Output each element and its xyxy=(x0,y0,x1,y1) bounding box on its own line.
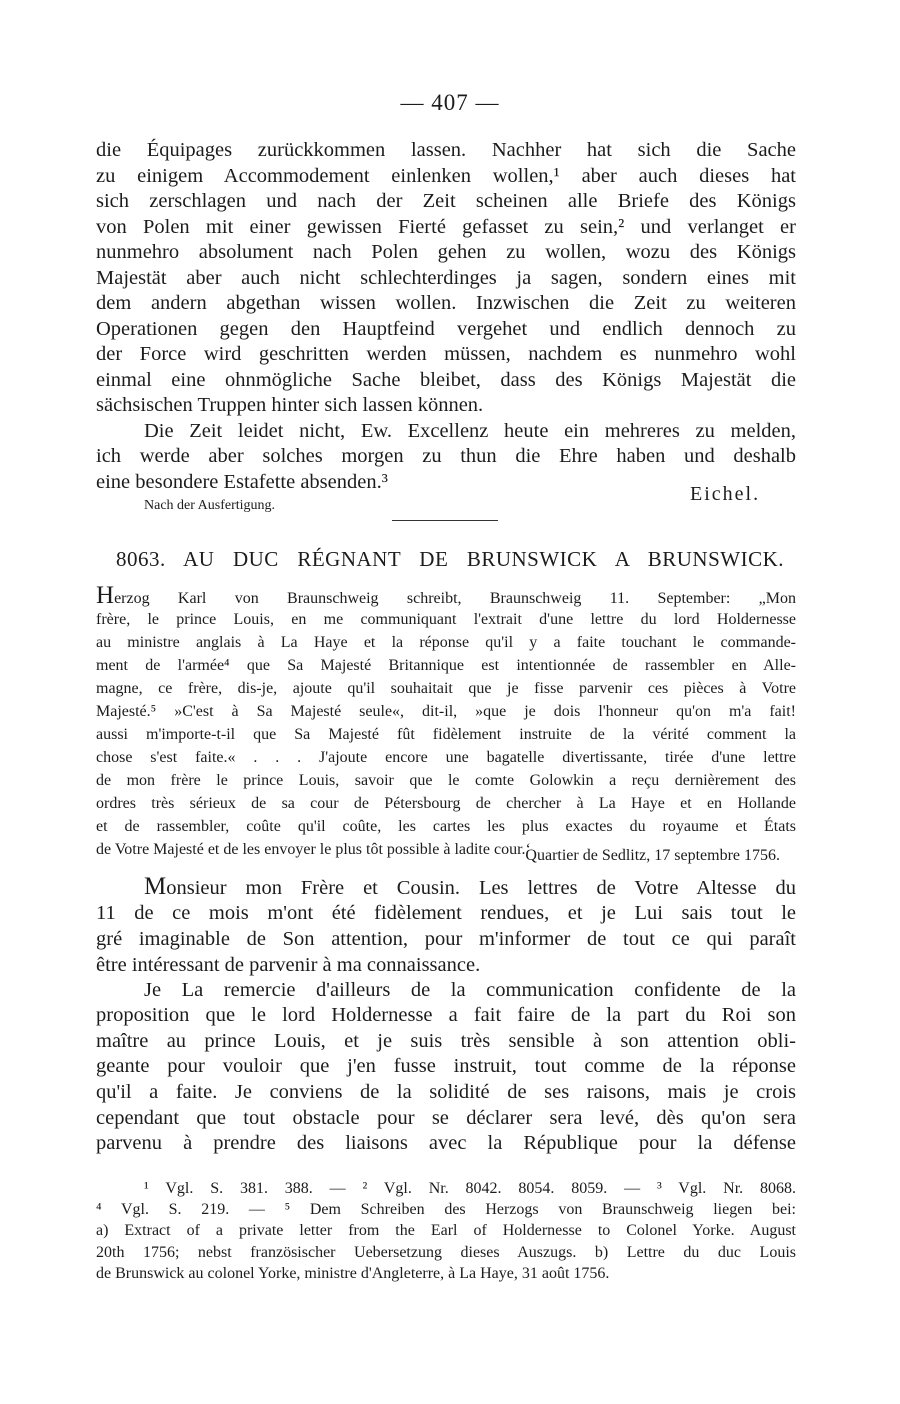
summary-line xyxy=(96,582,796,610)
summary-line: au ministre anglais à La Haye et la réponse qu'il y a faite touchant le commande- xyxy=(96,634,796,651)
section-heading: 8063. AU DUC RÉGNANT DE BRUNSWICK A BRUNSWICK. xyxy=(116,547,784,571)
body-line: gré imaginable de Son attention, pour m'informer de tout ce qui paraît xyxy=(96,928,796,950)
summary-line: de mon frère le prince Louis, savoir que le comte Golowkin a reçu dernièrement des xyxy=(96,772,796,789)
summary-line: de Votre Majesté et de les envoyer le plus tôt possible à ladite cour.‘ xyxy=(96,841,531,858)
source-note: Nach der Ausfertigung. xyxy=(144,498,276,513)
letter-line: die Équipages zurückkommen lassen. Nachher hat sich die Sache xyxy=(96,139,796,161)
letter-line: ich werde aber solches morgen zu thun die Ehre haben und deshalb xyxy=(96,445,796,467)
summary-line: chose s'est faite.« . . . J'ajoute encore une bagatelle divertissante, tirée d'une lettre xyxy=(96,749,796,766)
letter-line: Operationen gegen den Hauptfeind vergehet und endlich dennoch zu xyxy=(96,318,796,340)
summary-line: aussi m'importe-t-il que Sa Majesté fût fidèlement instruite de la vérité comment la xyxy=(96,726,796,743)
letter-line: der Force wird geschritten werden müssen, nachdem es nunmehro wohl xyxy=(96,343,796,365)
summary-line: Majesté.⁵ »C'est à Sa Majesté seule«, dit-il, »que je dois l'honneur qu'on m'a fait! xyxy=(96,703,796,720)
page-number: — 407 — xyxy=(400,90,500,115)
letter-line: dem andern abgethan wissen wollen. Inzwischen die Zeit zu weiteren xyxy=(96,292,796,314)
body-line: proposition que le lord Holdernesse a fait faire de la part du Roi son xyxy=(96,1004,796,1026)
body-line: 11 de ce mois m'ont été fidèlement rendues, et je Lui sais tout le xyxy=(96,902,796,924)
footnote-line: a) Extract of a private letter from the Earl of Holdernesse to Colonel Yorke. August xyxy=(96,1222,796,1239)
body-line xyxy=(144,874,796,901)
letter-line: nunmehro absolument nach Polen gehen zu wollen, wozu des Königs xyxy=(96,241,796,263)
footnote-line: ⁴ Vgl. S. 219. — ⁵ Dem Schreiben des Herzogs von Braunschweig liegen bei: xyxy=(96,1201,796,1218)
letter-line: sich zerschlagen und nach der Zeit scheinen alle Briefe des Königs xyxy=(96,190,796,212)
letter-line: eine besondere Estafette absenden.³ xyxy=(96,471,388,493)
drop-initial: H xyxy=(96,582,115,609)
letter-line: Die Zeit leidet nicht, Ew. Excellenz heute ein mehreres zu melden, xyxy=(144,420,796,442)
body-line: geante pour vouloir que j'en fusse instruit, tout comme de la réponse xyxy=(96,1055,796,1077)
summary-text: erzog Karl von Braunschweig schreibt, Braunschweig 11. September: „Mon xyxy=(114,590,796,607)
body-line: être intéressant de parvenir à ma connaissance. xyxy=(96,954,481,976)
summary-line: frère, le prince Louis, en me communiquant l'extrait d'une lettre du lord Holdernesse xyxy=(96,611,796,628)
drop-initial: M xyxy=(144,873,167,900)
footnote-line: 20th 1756; nebst französischer Uebersetzung dieses Auszugs. b) Lettre du duc Louis xyxy=(96,1244,796,1261)
summary-line: ment de l'armée⁴ que Sa Majesté Britannique est intentionnée de rassembler en Alle- xyxy=(96,657,796,674)
dateline: Quartier de Sedlitz, 17 septembre 1756. xyxy=(525,847,780,864)
body-line: parvenu à prendre des liaisons avec la République pour la défense xyxy=(96,1132,796,1154)
body-line: maître au prince Louis, et je suis très sensible à son attention obli- xyxy=(96,1030,796,1052)
summary-line: ordres très sérieux de sa cour de Pétersbourg de chercher à La Haye et en Hollande xyxy=(96,795,796,812)
letter-line: von Polen mit einer gewissen Fierté gefasset zu sein,² und verlanget er xyxy=(96,216,796,238)
body-line: cependant que tout obstacle pour se déclarer sera levé, dès qu'on sera xyxy=(96,1107,796,1129)
letter-line: Majestät aber auch nicht schlechterdinges ja sagen, sondern eines mit xyxy=(96,267,796,289)
summary-line: magne, ce frère, dis-je, ajoute qu'il souhaitait que je fisse parvenir ces pièces à Votre xyxy=(96,680,796,697)
signature: Eichel. xyxy=(690,483,761,505)
letter-line: einmal eine ohnmögliche Sache bleibet, dass des Königs Majestät die xyxy=(96,369,796,391)
letter-line: sächsischen Truppen hinter sich lassen können. xyxy=(96,394,484,416)
body-line: Je La remercie d'ailleurs de la communication confidente de la xyxy=(144,979,796,1001)
footnote-line: ¹ Vgl. S. 381. 388. — ² Vgl. Nr. 8042. 8054. 8059. — ³ Vgl. Nr. 8068. xyxy=(144,1180,796,1197)
section-divider xyxy=(392,520,498,521)
footnote-line: de Brunswick au colonel Yorke, ministre d'Angleterre, à La Haye, 31 août 1756. xyxy=(96,1265,610,1282)
letter-line: zu einigem Accommodement einlenken wollen,¹ aber auch dieses hat xyxy=(96,165,796,187)
body-line: qu'il a faite. Je conviens de la solidité de ses raisons, mais je crois xyxy=(96,1081,796,1103)
summary-line: et de rassembler, coûte qu'il coûte, les cartes les plus exactes du royaume et États xyxy=(96,818,796,835)
body-text: onsieur mon Frère et Cousin. Les lettres de Votre Altesse du xyxy=(166,877,796,899)
